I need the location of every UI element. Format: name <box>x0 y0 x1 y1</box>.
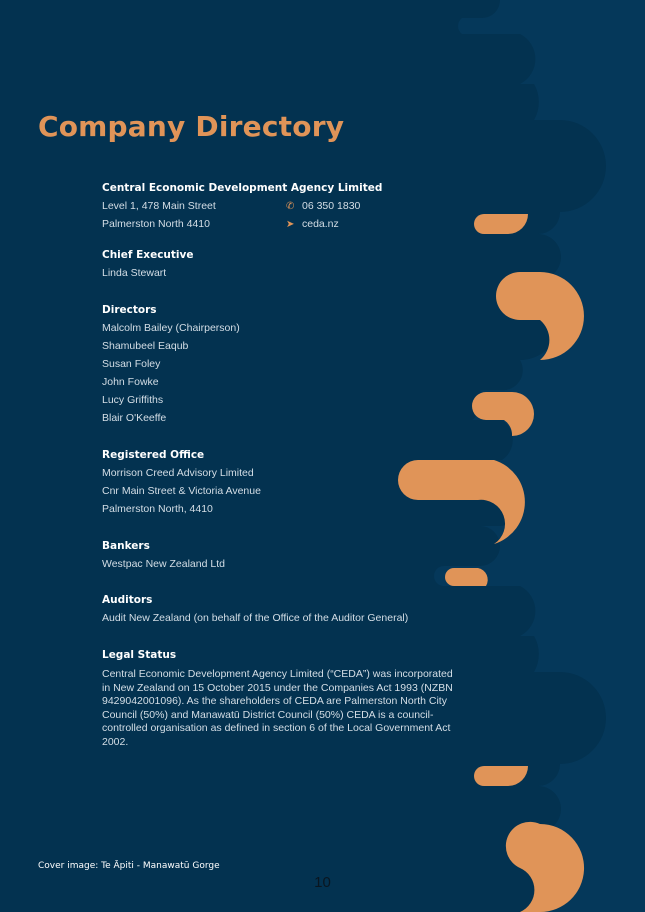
cover-image-caption: Cover image: Te Āpiti - Manawatū Gorge <box>38 861 220 871</box>
company-address-line2: Palmerston North 4410 <box>102 218 210 230</box>
cursor-icon: ➤ <box>286 219 295 230</box>
company-name: Central Economic Development Agency Limited <box>102 182 383 194</box>
bankers-heading: Bankers <box>102 540 150 552</box>
registered-office-line: Cnr Main Street & Victoria Avenue <box>102 485 261 497</box>
registered-office-line: Palmerston North, 4410 <box>102 503 213 515</box>
website-contact[interactable] <box>286 218 339 230</box>
director-item: Lucy Griffiths <box>102 394 164 406</box>
page-number: 10 <box>314 874 331 891</box>
legal-status-heading: Legal Status <box>102 649 177 661</box>
website-link[interactable]: ceda.nz <box>302 218 339 230</box>
bankers-name: Westpac New Zealand Ltd <box>102 558 225 570</box>
director-item: Shamubeel Eaqub <box>102 340 189 352</box>
phone-number: 06 350 1830 <box>302 200 361 212</box>
registered-office-heading: Registered Office <box>102 449 205 461</box>
company-address-line1: Level 1, 478 Main Street <box>102 200 216 212</box>
phone-icon: ✆ <box>286 201 295 212</box>
chief-executive-heading: Chief Executive <box>102 249 194 261</box>
registered-office-line: Morrison Creed Advisory Limited <box>102 467 254 479</box>
directors-heading: Directors <box>102 304 157 316</box>
auditors-heading: Auditors <box>102 594 153 606</box>
page-title: Company Directory <box>38 110 345 143</box>
director-item: Malcolm Bailey (Chairperson) <box>102 322 240 334</box>
auditors-name: Audit New Zealand (on behalf of the Office of the Auditor General) <box>102 612 409 624</box>
phone-contact <box>286 200 360 212</box>
director-item: Susan Foley <box>102 358 161 370</box>
director-item: John Fowke <box>102 376 159 388</box>
legal-status-text: Central Economic Development Agency Limited (“CEDA”) was incorporated in New Zealand on 15 October 2015 under the Companies Act 1993 (NZBN 9429042001096). As the shareholders of CEDA are Palmerston North City Council (50%) and Manawatū District Council (50%) CEDA is a council-controlled organisation as defined in section 6 of the Local Government Act 2002. <box>102 668 453 748</box>
chief-executive-name: Linda Stewart <box>102 267 167 279</box>
director-item: Blair O'Keeffe <box>102 412 167 424</box>
